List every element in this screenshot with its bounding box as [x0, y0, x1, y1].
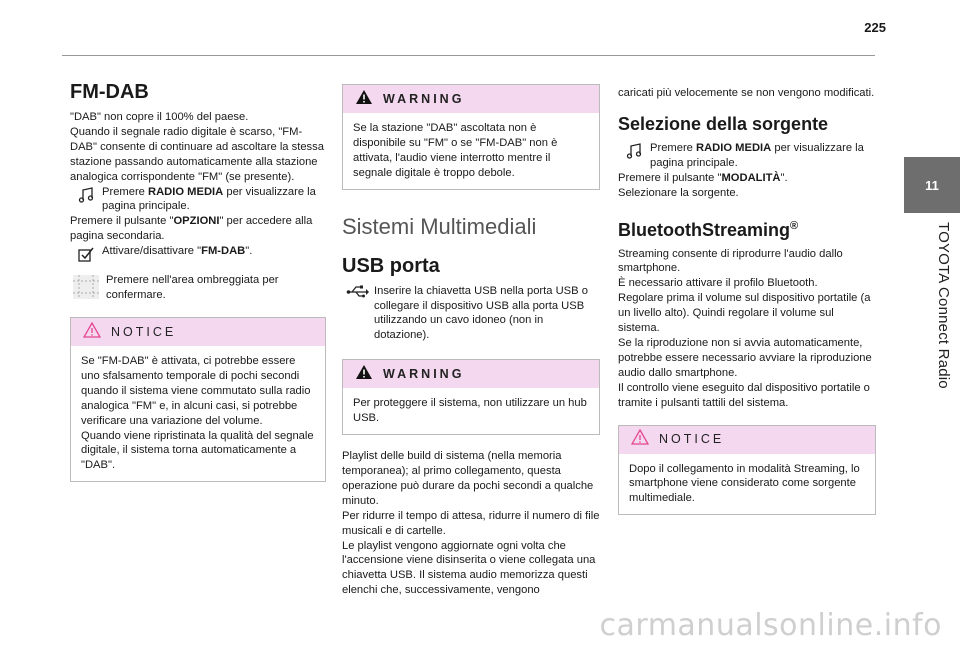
fm-dab-intro: "DAB" non copre il 100% del paese. Quando il segnale radio digitale è scarso, "FM-DAB" consente di continuare ad ascoltare la stessa stazione passando automaticamente alla stazione analogica corrispondente "FM" (se presente).	[70, 111, 324, 183]
shaded-area-icon	[70, 273, 102, 300]
source-step2-bold: MODALITÀ	[721, 171, 781, 184]
step4-text: Premere nell'area ombreggiata per confermare.	[106, 274, 279, 302]
header-divider	[62, 55, 875, 56]
source-step-select: Selezionare la sorgente.	[618, 186, 739, 199]
notice-header	[71, 318, 325, 346]
notice-title: NOTICE	[659, 432, 725, 447]
notice-text: Dopo il collegamento in modalità Streaming, lo smartphone viene considerato come sorgente multimediale.	[629, 462, 860, 505]
bluetooth-text: Streaming consente di riprodurre l'audio dallo smartphone. È necessario attivare il profilo Bluetooth. Regolare prima il volume sul dispositivo portatile (a un livello alto). Quindi regolare il volume sul sistema. Se la riproduzione non si avvia automaticamente, potrebbe essere necessario avviare la riproduzione audio dallo smartphone. Il controllo viene eseguito dal dispositivo portatile o tramite i pulsanti tattili del sistema.	[618, 247, 872, 409]
source-step2-pre: Premere il pulsante "	[618, 171, 722, 184]
source-step-radio-media	[618, 141, 876, 171]
page-number: 225	[864, 20, 886, 35]
step2-post: " per accedere alla pagina secondaria.	[70, 215, 313, 243]
bt-title-text: BluetoothStreaming	[618, 219, 791, 240]
section-title: Sistemi Multimediali	[342, 213, 537, 239]
playlist-text: Playlist delle build di sistema (nella memoria temporanea); al primo collegamento, questa operazione può durare da pochi secondi a qualche minuto. Per ridurre il tempo di attesa, ridurre il numero di file musicali e di cartelle. Le playlist vengono aggiornate ogni volta che l'accensione viene disinserita o viene collegata una chiavetta USB. Il sistema audio memorizza questi elenchi che, successivamente, vengono	[342, 450, 600, 597]
chapter-tab	[904, 157, 960, 213]
notice-header	[619, 426, 875, 454]
step-radio-media	[70, 185, 326, 215]
notice-triangle-icon	[631, 429, 649, 450]
usb-title: USB porta	[342, 254, 440, 277]
source-step1-pre: Premere	[650, 141, 697, 154]
source-step-mode	[618, 171, 876, 186]
source-selection-title: Selezione della sorgente	[618, 113, 829, 134]
step3-pre: Attivare/disattivare "	[102, 245, 202, 258]
source-step1-bold: RADIO MEDIA	[696, 141, 772, 154]
registered-mark: ®	[790, 219, 799, 232]
notice-box-streaming	[618, 425, 876, 516]
step-confirm	[70, 273, 326, 303]
notice-box-fm-dab	[70, 317, 326, 482]
warning-box-usb	[342, 359, 600, 435]
column-sources	[618, 86, 876, 525]
column-multimedia	[342, 80, 600, 598]
warning-text: Se la stazione "DAB" ascoltata non è disponibile su "FM" o se "FM-DAB" non è attivata, l'audio viene interrotto mentre il segnale digitale è troppo debole.	[353, 122, 558, 179]
notice-title: NOTICE	[111, 324, 177, 339]
music-note-icon	[70, 185, 102, 204]
notice-text: Se "FM-DAB" è attivata, ci potrebbe essere uno sfalsamento temporale di pochi secondi quando il sistema viene commutato sulla radio analogica "FM" e, in alcuni casi, si potrebbe verificare una variazione del volume. Quando viene ripristinata la qualità del segnale digitale, il sistema torna automaticamente a "DAB".	[81, 354, 314, 472]
step2-bold: OPZIONI	[173, 215, 220, 228]
warning-title: WARNING	[383, 366, 465, 381]
bluetooth-streaming-title	[618, 215, 876, 241]
warning-triangle-icon	[355, 89, 373, 110]
step-fm-dab-toggle	[70, 244, 326, 263]
warning-header	[343, 360, 599, 388]
warning-text: Per proteggere il sistema, non utilizzare un hub USB.	[353, 397, 587, 425]
checkbox-edit-icon	[70, 244, 102, 263]
warning-triangle-icon	[355, 364, 373, 385]
fm-dab-title: FM-DAB	[70, 81, 149, 103]
step1-post: per visualizzare la pagina principale.	[102, 185, 316, 213]
warning-title: WARNING	[383, 91, 465, 106]
warning-box-dab	[342, 84, 600, 190]
notice-triangle-icon	[83, 322, 101, 343]
source-step1-post: per visualizzare la pagina principale.	[650, 141, 864, 169]
music-note-icon	[618, 141, 650, 160]
warning-header	[343, 85, 599, 113]
usb-text: Inserire la chiavetta USB nella porta USB o collegare il dispositivo USB alla porta USB utilizzando un cavo idoneo (non in dotazione).	[374, 284, 588, 342]
chapter-number: 11	[925, 177, 939, 193]
usb-icon	[342, 284, 374, 299]
usb-instruction	[342, 284, 600, 344]
continued-text: caricati più velocemente se non vengono modificati.	[618, 87, 875, 99]
step2-pre: Premere il pulsante "	[70, 215, 174, 228]
step1-bold: RADIO MEDIA	[148, 185, 224, 198]
column-fm-dab	[70, 80, 326, 492]
source-step2-post: ".	[780, 171, 788, 184]
step3-bold: FM-DAB	[201, 245, 246, 258]
watermark: carmanualsonline.info	[599, 608, 942, 643]
chapter-title: TOYOTA Connect Radio	[935, 222, 952, 389]
step3-post: ".	[245, 245, 253, 258]
step-options	[70, 214, 326, 244]
step1-pre: Premere	[102, 185, 149, 198]
